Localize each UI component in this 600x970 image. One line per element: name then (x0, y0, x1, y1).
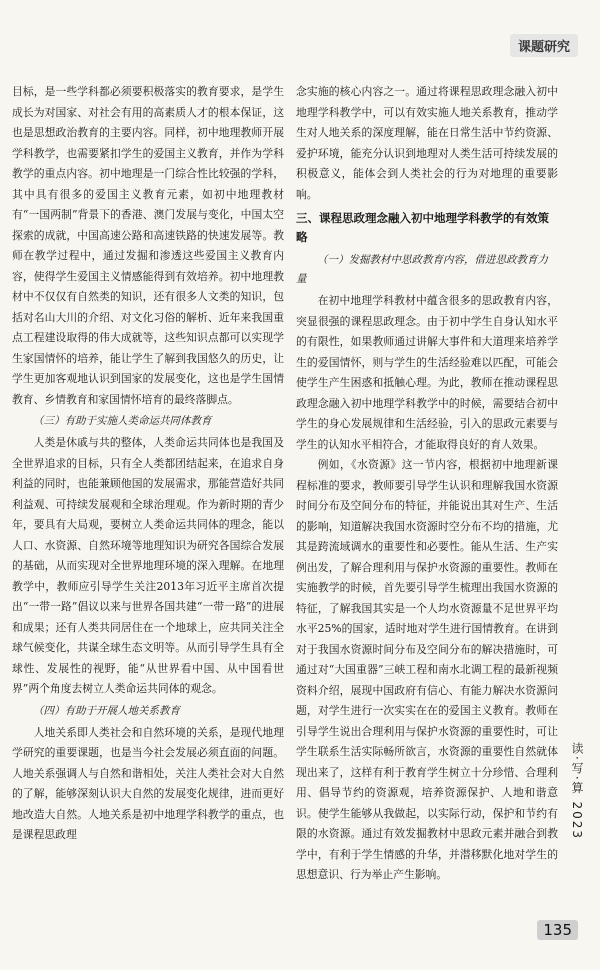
right-paragraph-1: 念实施的核心内容之一。通过将课程思政理念融入初中地理学科教学中，可以有效实施人地关系教育，推动学生对人地关系的深度理解，能在日常生活中节约资源、爱护环境，能充分认识到地理对人类生活可持续发展的积极意义，能体会到人类社会的行为对地理的重要影响。 (296, 85, 558, 201)
left-paragraph-2: 人类是休戚与共的整体，人类命运共同体也是我国及全世界追求的目标，只有全人类都团结起来，在追求自身利益的同时，也能兼顾他国的发展需求，那能营造好共同利益观、可持续发展观和全球治理观。作为新时期的青少年，要具有大局观，要树立人类命运共同体的理念，能以人口、水资源、自然环境等地理知识为研究各国综合发展的基础，从而实现对全世界地理环境的深入理解。在地理教学中，教师应引导学生关注2013年习近平主席首次提出“一带一路”倡议以来与世界各国共建“一带一路”的进展和成果；还有人类共同居住在一个地球上，应共同关注全球气候变化，共谋全球生态文明等。从而引导学生具有全球性、发展性的视野，能“从世界看中国、从中国看世界”两个角度去树立人类命运共同体的观念。 (12, 436, 284, 695)
section-heading: 三、课程思政理念融入初中地理学科教学的有效策略 (296, 211, 549, 244)
left-paragraph-3: 人地关系即人类社会和自然环境的关系，是现代地理学研究的重要课题，也是当今社会发展必须直面的问题。人地关系强调人与自然和谐相处，关注人类社会对大自然的了解，能够深刻认识大自然的发展变化规律，进而更好地改造大自然。人地关系是初中地理学科教学的重点，也是课程思政理 (12, 725, 284, 841)
section-header-mark: 课题研究 (510, 34, 578, 57)
subheading-three: （三）有助于实施人类命运共同体教育 (33, 415, 212, 427)
strategy-subheading: （一）发掘教材中思政教育内容，借进思政教育力量 (296, 254, 548, 285)
page-number: 135 (537, 920, 578, 940)
subheading-four: （四）有助于开展人地关系教育 (33, 704, 180, 717)
left-column (12, 82, 284, 924)
right-column (296, 82, 558, 924)
right-paragraph-3: 例如，《水资源》这一节内容，根据初中地理新课程标准的要求，教师要引导学生认识和理解我国水资源时间分布及空间分布的特征，并能说出其对生产、生活的影响，知道解决我国水资源时空分布不均的措施，尤其是跨流域调水的重要性和必要性。能从生活、生产实例出发，了解合理利用与保护水资源的重要性。教师在实施教学的时候，首先要引导学生梳理出我国水资源的特征，了解我国其实是一个人均水资源量不足世界平均水平25%的国家，适时地对学生进行国情教育。在讲到对于我国水资源时间分布及空间分布的解决措施时，可通过对“大国重器”三峡工程和南水北调工程的最新视频资料介绍，展现中国政府有信心、有能力解决水资源问题，对学生进行一次实实在在的爱国主义教育。教师在引导学生说出合理利用与保护水资源的重要性时，可让学生联系生活实际畅所欲言，水资源的重要性自然就体现出来了，这样有利于教育学生树立十分珍惜、合理利用、倡导节约的资源观，培养资源保护、人地和谐意识。使学生能够从我做起，以实际行动，保护和节约有限的水资源。通过有效发掘教材中思政元素并融合到教学中，有利于学生情感的升华，并潜移默化地对学生的思想意识、行为举止产生影响。 (296, 458, 558, 881)
right-paragraph-2: 在初中地理学科教材中蕴含很多的思政教育内容，突显很强的课程思政理念。由于初中学生自身认知水平的有限性，如果教师通过讲解大事件和大道理来培养学生的爱国情怀，则与学生的生活经验难以匹配，可能会使学生产生困惑和抵触心理。为此，教师在推动课程思政理念融入初中地理学科教学中的时候，需要结合初中学生的身心发展规律和生活经验，引入的思政元素要与学生的认知水平相符合，才能取得良好的育人效果。 (296, 294, 558, 451)
left-paragraph-1: 目标，是一些学科都必须要积极落实的教育要求，是学生成长为对国家、对社会有用的高素质人才的根本保证，这也是思想政治教育的主要内容。同样，初中地理教师开展学科教学，也需要紧扣学生的爱国主义教育，并作为学科教学的重点内容。初中地理是一门综合性比较强的学科，其中具有很多的爱国主义教育元素，如初中地理教材有“一国两制”背景下的香港、澳门发展与变化，中国太空探索的成就，中国高速公路和高速铁路的快速发展等。教师在教学过程中，通过发掘和渗透这些爱国主义教育内容，使得学生爱国主义情感能得到有效培养。初中地理教材中不仅仅有自然类的知识，还有很多人文类的知识，包括对名山大川的介绍、对文化习俗的解析、近年来我国重点工程建设取得的伟大成就等，这些知识点都可以实现学生家国情怀的培养，能让学生了解到我国悠久的历史，让学生更加客观地认识到国家的发展变化，这也是学生国情教育、乡情教育和家国情怀培育的最终落脚点。 (12, 85, 284, 406)
journal-side-label: 读·写·算 2023 (570, 742, 584, 840)
